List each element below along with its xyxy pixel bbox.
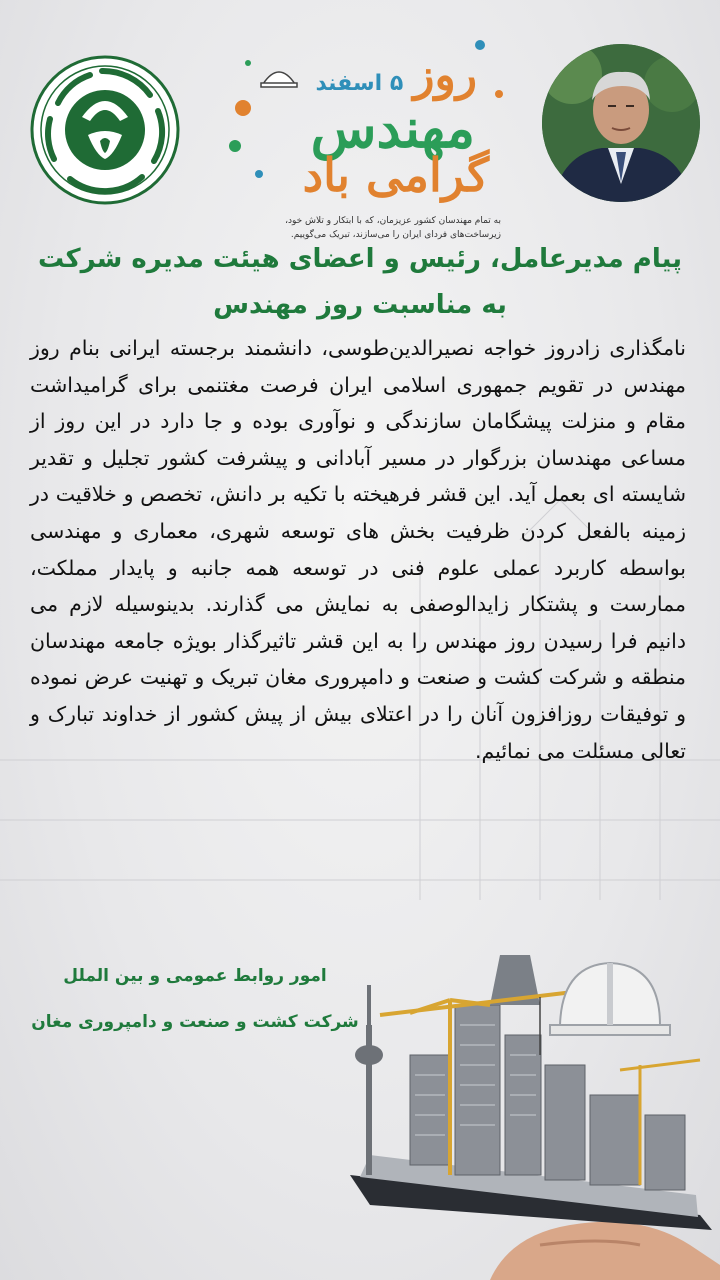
hand (490, 1222, 720, 1280)
engineer-day-banner (215, 20, 515, 240)
signature-department: امور روابط عمومی و بین الملل (63, 966, 327, 986)
helmet-icon (259, 60, 299, 90)
signature-company: شرکت کشت و صنعت و دامپروری مغان (31, 1012, 359, 1032)
page-title (30, 236, 690, 328)
banner-date: ۵ اسفند (315, 71, 404, 96)
ceo-portrait (542, 44, 700, 202)
title-line-1: پیام مدیرعامل، رئیس و اعضای هیئت مدیره شرکت (37, 244, 683, 274)
banner-mohandes: مهندس (310, 96, 475, 160)
banner-subtitle-1: به تمام مهندسان کشور عزیزمان، که با ابتکار و تلاش خود، (285, 216, 501, 226)
banner-gerami: گرامی باد (302, 148, 489, 202)
helmet-icon (550, 963, 670, 1035)
company-logo (30, 55, 180, 205)
banner-subtitle-2: زیرساخت‌های فردای ایران را می‌سازند، تبریک می‌گوییم. (290, 230, 501, 240)
construction-illustration (340, 945, 720, 1280)
message-body: نامگذاری زادروز خواجه نصیرالدین‌طوسی، دانشمند برجسته ایرانی بنام روز مهندس در تقویم جمهوری اسلامی ایران فرصت مغتنمی برای گرامیداشت مقام و منزلت پیشگامان سازندگی و نوآوری بوده و جا دارد در این روز از مساعی مهندسان بزرگوار در مسیر آبادانی و پیشرفت کشور تجلیل و تقدیر شایسته ای بعمل آید. این قشر فرهیخته با تکیه بر دانش، تخصص و خلاقیت در زمینه بالفعل کردن ظرفیت بخش های توسعه شهری، معماری و مهندسی بواسطه کاربرد عملی علوم فنی در توسعه همه جانبه و پایدار مملکت، ممارست و پشتکار زایدالوصفی به نمایش می گذارند. بدینوسیله لازم می دانیم فرا رسیدن روز مهندس را به این قشر تاثیرگذار بویژه جامعه مهندسان منطقه و شرکت کشت و صنعت و دامپروری مغان تبریک و تهنیت عرض نموده و توفیقات روزافزون آنان را در اعتلای بیش از پیش کشور از خداوند تبارک و تعالی مسئلت می نمائیم. (30, 336, 686, 763)
title-line-2: به مناسبت روز مهندس (213, 290, 507, 320)
banner-roz: روز (413, 50, 477, 101)
tower (355, 985, 383, 1175)
